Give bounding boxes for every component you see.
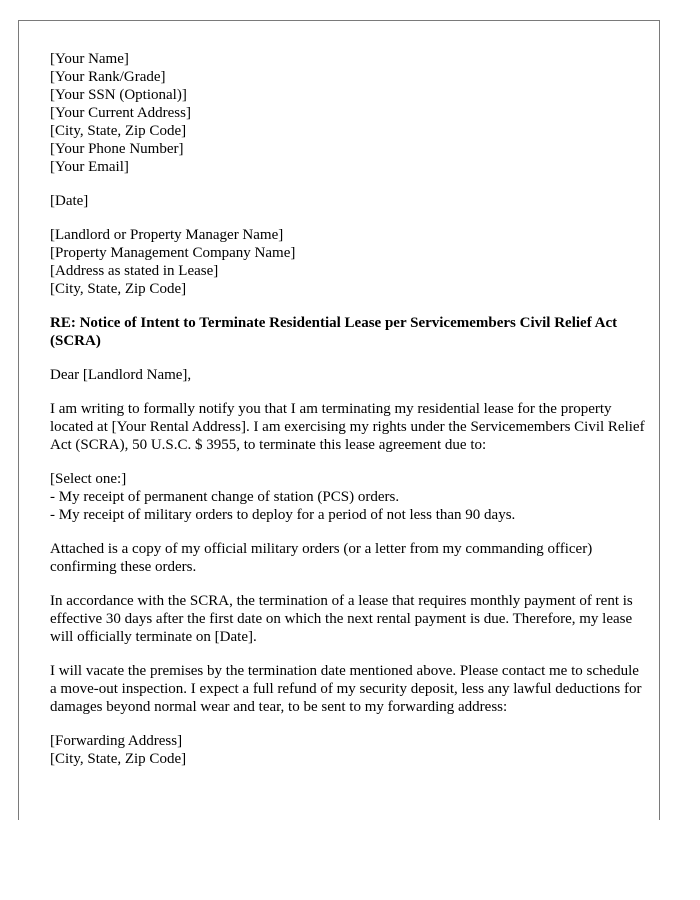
sender-address: [Your Current Address]: [50, 105, 191, 121]
options-block: [50, 470, 646, 524]
letter-page: [18, 20, 660, 820]
options-heading: [Select one:]: [50, 471, 127, 487]
forwarding-address: [Forwarding Address]: [50, 733, 183, 749]
body-paragraph-scra: In accordance with the SCRA, the termination of a lease that requires monthly payment of rent is effective 30 days after the first date on which the next rental payment is due. Therefore, my lease will officially terminate on [Date].: [50, 593, 633, 645]
sender-rank: [Your Rank/Grade]: [50, 69, 166, 85]
letter-date: [Date]: [50, 193, 89, 209]
sender-ssn: [Your SSN (Optional)]: [50, 87, 187, 103]
option-deploy: - My receipt of military orders to deploy for a period of not less than 90 days.: [50, 507, 516, 523]
body-paragraph-intro: I am writing to formally notify you that I am terminating my residential lease for the property located at [Your Rental Address]. I am exercising my rights under the Servicemembers Civil Relief Act (SCRA), 50 U.S.C. $ 3955, to terminate this lease agreement due to:: [50, 401, 645, 453]
sender-phone: [Your Phone Number]: [50, 141, 184, 157]
recipient-block: [50, 226, 646, 298]
forwarding-block: [50, 732, 646, 768]
recipient-name: [Landlord or Property Manager Name]: [50, 227, 284, 243]
sender-email: [Your Email]: [50, 159, 129, 175]
body-paragraph-attached: Attached is a copy of my official military orders (or a letter from my commanding officer) confirming these orders.: [50, 541, 593, 575]
option-pcs: - My receipt of permanent change of station (PCS) orders.: [50, 489, 400, 505]
body-paragraph-vacate: I will vacate the premises by the termination date mentioned above. Please contact me to schedule a move-out inspection. I expect a full refund of my security deposit, less any lawful deductions for damages beyond normal wear and tear, to be sent to my forwarding address:: [50, 663, 642, 715]
forwarding-city-state-zip: [City, State, Zip Code]: [50, 751, 187, 767]
date-block: [50, 192, 646, 210]
salutation: Dear [Landlord Name],: [50, 367, 192, 383]
subject-line: RE: Notice of Intent to Terminate Residential Lease per Servicemembers Civil Relief Act (SCRA): [50, 315, 618, 349]
sender-city-state-zip: [City, State, Zip Code]: [50, 123, 187, 139]
sender-block: [50, 50, 646, 176]
recipient-city-state-zip: [City, State, Zip Code]: [50, 281, 187, 297]
sender-name: [Your Name]: [50, 51, 129, 67]
recipient-company: [Property Management Company Name]: [50, 245, 296, 261]
letter-content: [50, 50, 646, 784]
recipient-address: [Address as stated in Lease]: [50, 263, 219, 279]
